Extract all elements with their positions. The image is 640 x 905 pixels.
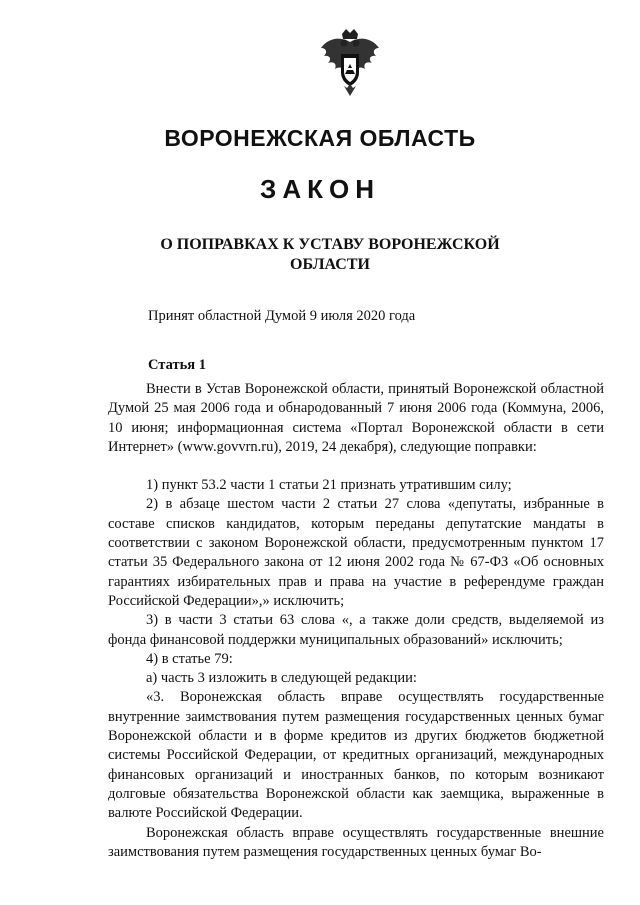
paragraph-external-borrowing: Воронежская область вправе осуществлять государственные внешние заимствования путем размещения государственных ценных бумаг Во- [108,824,604,860]
paragraph-intro: Внести в Устав Воронежской области, принятый Воронежской областной Думой 25 мая 2006 года и обнародованный 7 июня 2006 года (Коммуна, 2006, 10 июня; информационная система «Портал Воронежской области в сети Интернет» (www.govvrn.ru), 2019, 24 декабря), следующие поправки: [108,381,604,455]
coat-of-arms-icon [318,28,382,98]
paragraph-item-4a: а) часть 3 изложить в следующей редакции: [146,670,417,687]
law-title: ЗАКОН [260,174,380,204]
region-title: ВОРОНЕЖСКАЯ ОБЛАСТЬ [164,125,476,151]
paragraph-item-3: 3) в части 3 статьи 63 слова «, а также доли средств, выделяемой из фонда финансовой поддержки муниципальных образований» исключить; [108,612,604,648]
paragraph-item-4: 4) в статье 79: [146,650,233,667]
article-body [108,380,604,862]
paragraph-quote-part-3: «3. Воронежская область вправе осуществлять государственные внутренние заимствования путем размещения государственных ценных бумаг Воронежской области и в форме кредитов из других бюджетов бюджетной системы Российской Федерации, от кредитных организаций, международных финансовых организаций и иностранных банков, по которым возникают долговые обязательства Воронежской области как заемщика, выраженные в валюте Российской Федерации. [108,689,604,822]
paragraph-item-1: 1) пункт 53.2 части 1 статьи 21 признать утратившим силу; [146,477,512,494]
article-heading: Статья 1 [148,357,206,373]
paragraph-item-2: 2) в абзаце шестом части 2 статьи 27 слова «депутаты, избранные в составе списков кандидатов, которым переданы депутатские мандаты в соответствии с законом Воронежской области, предусмотренным пунктом 17 статьи 35 Федерального закона от 12 июня 2002 года № 67-ФЗ «Об основных гарантиях избирательных прав и права на участие в референдуме граждан Российской Федерации»,» исключить; [108,496,604,609]
adoption-date: Принят областной Думой 9 июля 2020 года [148,308,416,324]
law-subtitle-line-2: ОБЛАСТИ [290,256,370,273]
law-subtitle [150,235,510,275]
law-subtitle-line-1: О ПОПРАВКАХ К УСТАВУ ВОРОНЕЖСКОЙ [160,236,500,253]
